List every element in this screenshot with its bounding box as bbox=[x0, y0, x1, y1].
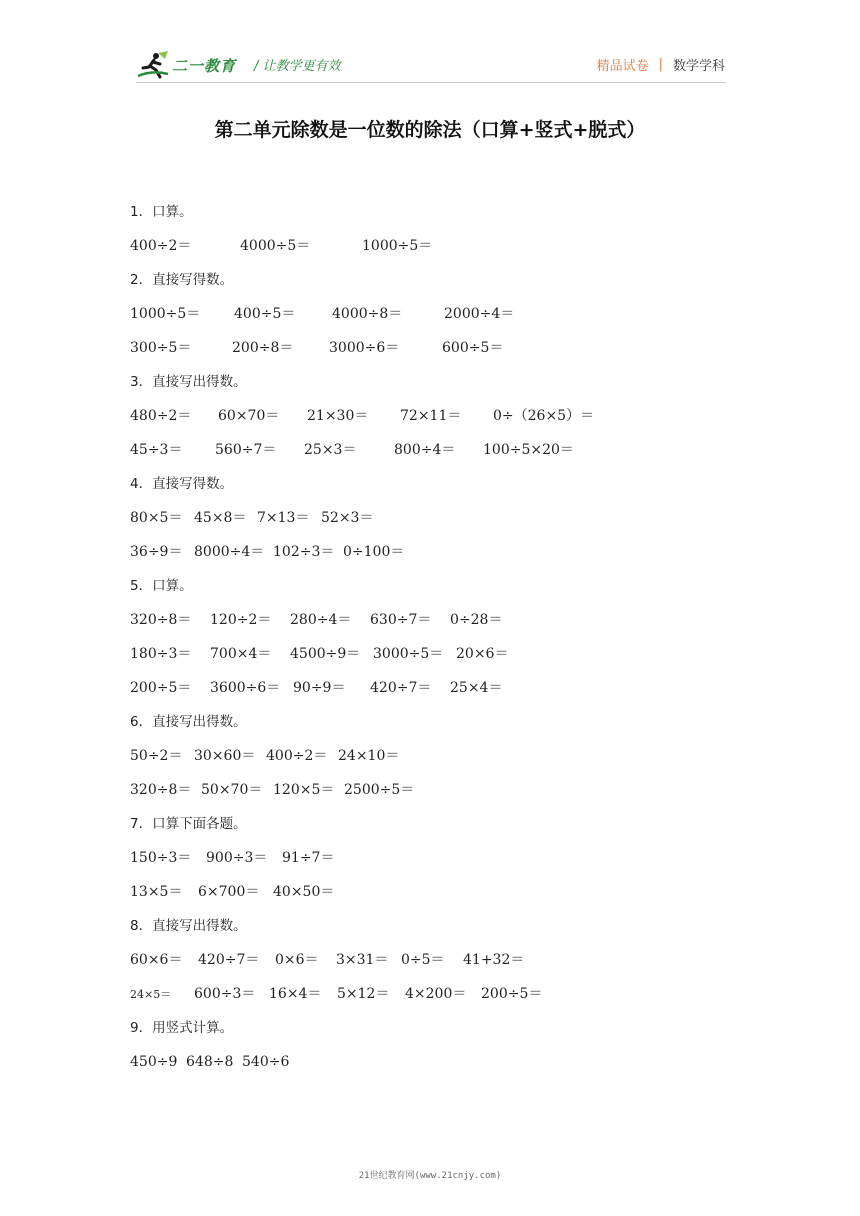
math-problem: 100÷5×20＝ bbox=[483, 442, 574, 458]
math-problem: 72×11＝ bbox=[400, 408, 462, 424]
problem-row bbox=[130, 744, 730, 778]
math-problem: 700×4＝ bbox=[210, 646, 272, 662]
math-problem: 560÷7＝ bbox=[215, 442, 277, 458]
math-problem: 0÷5＝ bbox=[401, 952, 445, 968]
math-problem: 60×6＝ bbox=[130, 952, 183, 968]
math-problem: 2000÷4＝ bbox=[444, 306, 515, 322]
math-problem: 24×10＝ bbox=[338, 748, 400, 764]
problem-row bbox=[130, 234, 730, 268]
problem-row bbox=[130, 676, 730, 710]
math-problem: 648÷8 bbox=[186, 1054, 234, 1070]
math-problem: 0×6＝ bbox=[275, 952, 319, 968]
math-problem: 25×4＝ bbox=[450, 680, 503, 696]
header-label-quality: 精品试卷 bbox=[596, 59, 649, 74]
question-heading: 7．口算下面各题。 bbox=[130, 816, 247, 832]
question-heading: 4．直接写得数。 bbox=[130, 476, 234, 492]
math-problem: 400÷5＝ bbox=[234, 306, 296, 322]
math-problem: 180÷3＝ bbox=[130, 646, 192, 662]
math-problem: 60×70＝ bbox=[218, 408, 280, 424]
problem-row bbox=[130, 506, 730, 540]
math-problem: 4000÷8＝ bbox=[332, 306, 403, 322]
header-separator: | bbox=[658, 57, 663, 72]
math-problem: 1000÷5＝ bbox=[130, 306, 201, 322]
math-problem: 200÷8＝ bbox=[232, 340, 294, 356]
math-problem: 50÷2＝ bbox=[130, 748, 183, 764]
math-problem: 600÷3＝ bbox=[194, 986, 256, 1002]
math-problem: 200÷5＝ bbox=[481, 986, 543, 1002]
problem-row bbox=[130, 302, 730, 336]
math-problem: 45÷3＝ bbox=[130, 442, 183, 458]
math-problem: 30×60＝ bbox=[194, 748, 256, 764]
math-problem: 102÷3＝ bbox=[273, 544, 335, 560]
math-problem: 300÷5＝ bbox=[130, 340, 192, 356]
problem-row bbox=[130, 608, 730, 642]
math-problem: 41+32＝ bbox=[463, 952, 525, 968]
page-header bbox=[0, 0, 860, 110]
math-problem: 200÷5＝ bbox=[130, 680, 192, 696]
question-heading: 8．直接写出得数。 bbox=[130, 918, 247, 934]
problem-row bbox=[130, 336, 730, 370]
math-problem: 3000÷5＝ bbox=[373, 646, 444, 662]
math-problem: 4000÷5＝ bbox=[240, 238, 311, 254]
math-problem: 90÷9＝ bbox=[293, 680, 346, 696]
header-divider bbox=[136, 82, 726, 83]
footer: 21世纪教育网(www.21cnjy.com) bbox=[358, 1171, 502, 1181]
math-problem: 21×30＝ bbox=[307, 408, 369, 424]
math-problem: 80×5＝ bbox=[130, 510, 183, 526]
math-problem: 120÷2＝ bbox=[210, 612, 272, 628]
math-problem: 600÷5＝ bbox=[442, 340, 504, 356]
math-problem: 16×4＝ bbox=[269, 986, 322, 1002]
problem-row bbox=[130, 438, 730, 472]
math-problem: 36÷9＝ bbox=[130, 544, 183, 560]
math-problem: 540÷6 bbox=[242, 1054, 290, 1070]
math-problem: 40×50＝ bbox=[273, 884, 335, 900]
math-problem: 3×31＝ bbox=[336, 952, 389, 968]
runner-logo-icon bbox=[136, 50, 170, 80]
logo-text: 二一教育 bbox=[172, 56, 237, 75]
math-problem: 4500÷9＝ bbox=[290, 646, 361, 662]
problem-row bbox=[130, 982, 730, 1016]
header-right bbox=[597, 55, 725, 74]
slogan: / 让教学更有效 bbox=[254, 59, 341, 74]
math-problem: 4×200＝ bbox=[405, 986, 467, 1002]
question-heading: 5．口算。 bbox=[130, 578, 193, 594]
problem-row bbox=[130, 778, 730, 812]
math-problem: 280÷4＝ bbox=[290, 612, 352, 628]
math-problem: 45×8＝ bbox=[194, 510, 247, 526]
math-problem: 91÷7＝ bbox=[282, 850, 335, 866]
math-problem: 52×3＝ bbox=[321, 510, 374, 526]
math-problem: 450÷9 bbox=[130, 1054, 178, 1070]
math-problem: 120×5＝ bbox=[273, 782, 335, 798]
math-problem: 800÷4＝ bbox=[394, 442, 456, 458]
math-problem: 1000÷5＝ bbox=[362, 238, 433, 254]
question-heading: 1．口算。 bbox=[130, 204, 193, 220]
math-problem: 320÷8＝ bbox=[130, 782, 192, 798]
problem-row bbox=[130, 948, 730, 982]
math-problem: 3600÷6＝ bbox=[210, 680, 281, 696]
math-problem: 24×5＝ bbox=[130, 988, 172, 1001]
math-problem: 50×70＝ bbox=[201, 782, 263, 798]
logo bbox=[136, 50, 236, 80]
question-heading: 2．直接写得数。 bbox=[130, 272, 234, 288]
math-problem: 400÷2＝ bbox=[266, 748, 328, 764]
exercise-content bbox=[130, 200, 730, 1084]
problem-row bbox=[130, 540, 730, 574]
question-heading: 6．直接写出得数。 bbox=[130, 714, 247, 730]
math-problem: 5×12＝ bbox=[337, 986, 390, 1002]
problem-row bbox=[130, 846, 730, 880]
math-problem: 7×13＝ bbox=[257, 510, 310, 526]
math-problem: 630÷7＝ bbox=[370, 612, 432, 628]
math-problem: 8000÷4＝ bbox=[194, 544, 265, 560]
math-problem: 900÷3＝ bbox=[206, 850, 268, 866]
problem-row bbox=[130, 642, 730, 676]
math-problem: 0÷（26×5）＝ bbox=[493, 408, 595, 424]
page-title: 第二单元除数是一位数的除法（口算+竖式+脱式） bbox=[214, 119, 646, 141]
math-problem: 0÷28＝ bbox=[450, 612, 503, 628]
problem-row bbox=[130, 880, 730, 914]
math-problem: 400÷2＝ bbox=[130, 238, 192, 254]
math-problem: 420÷7＝ bbox=[198, 952, 260, 968]
question-heading: 9．用竖式计算。 bbox=[130, 1020, 234, 1036]
math-problem: 320÷8＝ bbox=[130, 612, 192, 628]
math-problem: 0÷100＝ bbox=[343, 544, 405, 560]
math-problem: 3000÷6＝ bbox=[329, 340, 400, 356]
math-problem: 13×5＝ bbox=[130, 884, 183, 900]
math-problem: 150÷3＝ bbox=[130, 850, 192, 866]
math-problem: 6×700＝ bbox=[198, 884, 260, 900]
math-problem: 480÷2＝ bbox=[130, 408, 192, 424]
problem-row bbox=[130, 1050, 730, 1084]
math-problem: 20×6＝ bbox=[456, 646, 509, 662]
math-problem: 25×3＝ bbox=[304, 442, 357, 458]
problem-row bbox=[130, 404, 730, 438]
header-label-subject: 数学学科 bbox=[672, 59, 725, 74]
question-heading: 3．直接写出得数。 bbox=[130, 374, 247, 390]
math-problem: 2500÷5＝ bbox=[344, 782, 415, 798]
math-problem: 420÷7＝ bbox=[370, 680, 432, 696]
